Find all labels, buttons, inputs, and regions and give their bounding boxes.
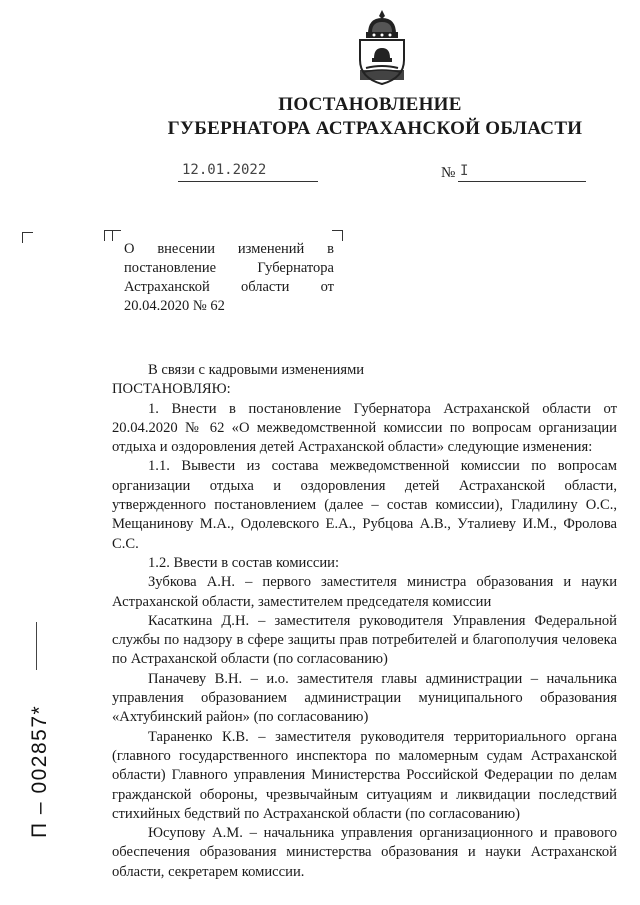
document-date: 12.01.2022: [178, 162, 318, 182]
member-entry: Юсупову А.М. – начальника управления организационного и правового обеспечения образования министерства образования и науки Астраханской области, секретарем комиссии.: [112, 825, 617, 880]
clause-1-2: 1.2. Ввести в состав комиссии:: [148, 554, 340, 571]
number-label: №: [441, 165, 456, 181]
member-entry: Паначеву В.Н. – и.о. заместителя главы администрации – начальника управления образованием администрации муниципального образования «Ахтубинский район» (по согласованию): [112, 670, 617, 726]
member-entry: Касаткина Д.Н. – заместителя руководителя Управления Федеральной службы по надзору в сфере защиты прав потребителей и благополучия человека по Астраханской области (по согласованию): [112, 612, 617, 668]
margin-line: [36, 622, 37, 670]
coat-of-arms-emblem: [354, 8, 410, 86]
clause-1: 1. Внести в постановление Губернатора Астраханской области от 20.04.2020 № 62 «О межведомственной комиссии по вопросам организации отдыха и оздоровления детей Астраханской области» следующие изменения:: [112, 400, 617, 456]
clause-1-1: 1.1. Вывести из состава межведомственной комиссии по вопросам организации отдыха и оздоровления детей Астраханской области, утвержденного постановлением (далее – состав комиссии), Гладилину О.С., Мещанинову М.А., Одолевского Е.А., Рубцова А.В., Уталиеву И.М., Фролова С.С.: [112, 458, 617, 552]
document-number: I: [458, 163, 586, 182]
subject-bracket-left-inner: [112, 230, 121, 241]
resolve-heading: ПОСТАНОВЛЯЮ:: [112, 381, 231, 398]
serial-number: П – 002857*: [28, 704, 51, 838]
issuer-title: ГУБЕРНАТОРА АСТРАХАНСКОЙ ОБЛАСТИ: [167, 118, 583, 139]
margin-bracket-left: [22, 232, 33, 243]
document-body: [112, 361, 617, 882]
document-subject: О внесении изменений в постановление Губернатора Астраханской области от 20.04.2020 № 62: [124, 241, 334, 314]
document-type-title: ПОСТАНОВЛЕНИЕ: [278, 94, 462, 115]
preamble: В связи с кадровыми изменениями: [148, 362, 365, 378]
member-entry: Зубкова А.Н. – первого заместителя министра образования и науки Астраханской области, заместителем председателя комиссии: [112, 574, 617, 610]
member-entry: Тараненко К.В. – заместителя руководителя территориального органа (главного государственного инспектора по маломерным судам Астраханской области) Главного управления Министерства Российской Федерации по делам гражданской обороны, чрезвычайным ситуациям и ликвидации последствий стихийных бедствий по Астраханской области (по согласованию): [112, 728, 617, 822]
